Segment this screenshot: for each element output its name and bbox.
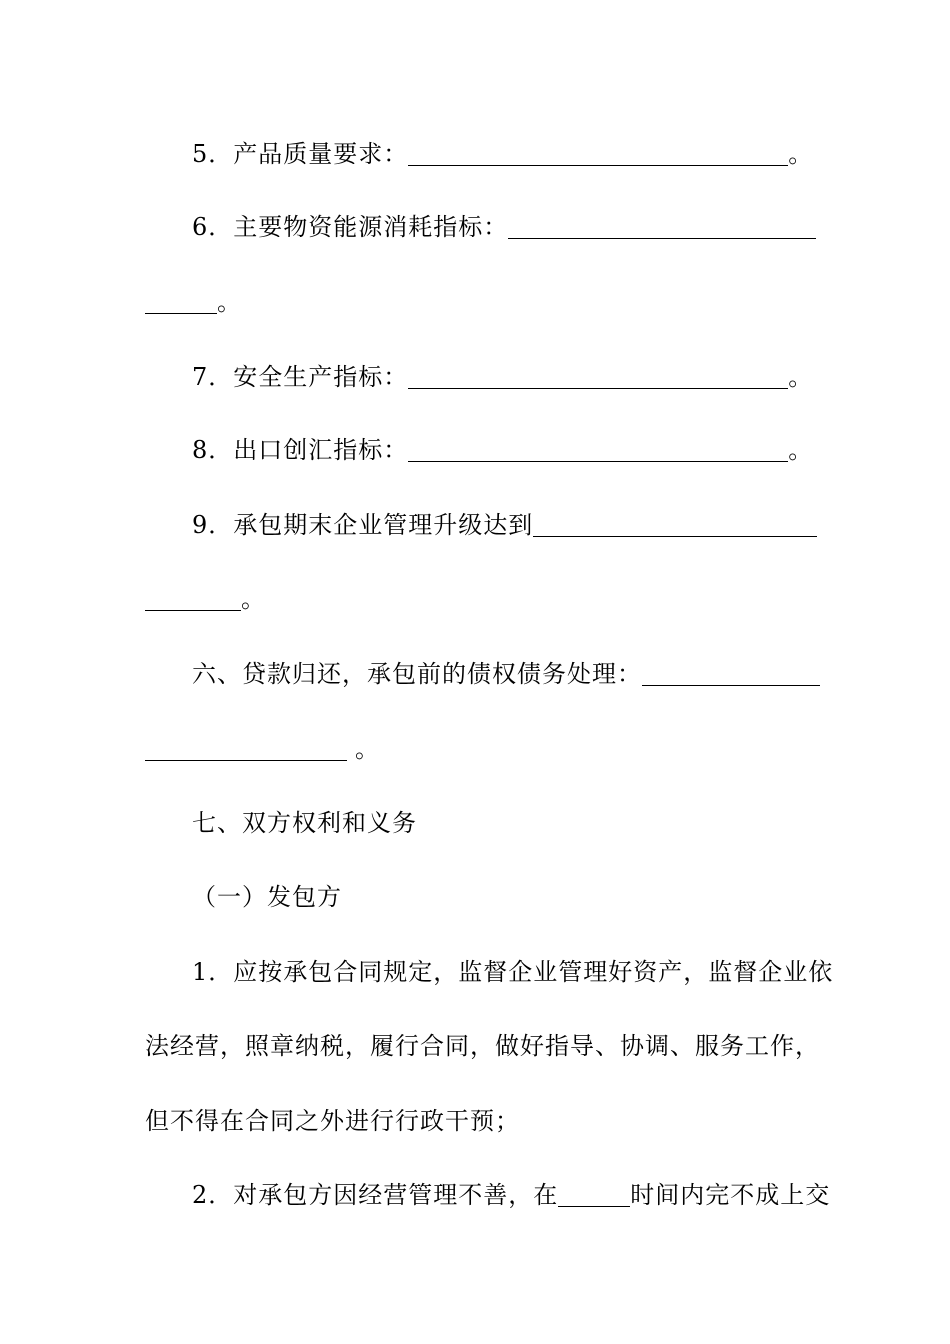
item-5-end: 。 bbox=[788, 140, 814, 168]
section-6 bbox=[192, 659, 820, 689]
fill-in-blank[interactable] bbox=[408, 439, 788, 462]
item-8-end: 。 bbox=[788, 436, 814, 464]
fill-in-blank[interactable] bbox=[145, 738, 347, 761]
para-2-line-1 bbox=[192, 1180, 830, 1210]
item-8-label: 8．出口创汇指标： bbox=[192, 436, 409, 464]
fill-in-blank[interactable] bbox=[558, 1184, 630, 1207]
fill-in-blank[interactable] bbox=[642, 663, 820, 686]
item-9 bbox=[192, 510, 817, 540]
item-5-label: 5．产品质量要求： bbox=[192, 140, 409, 168]
fill-in-blank[interactable] bbox=[508, 216, 816, 239]
item-7-label: 7．安全生产指标： bbox=[192, 363, 409, 391]
fill-in-blank[interactable] bbox=[408, 143, 788, 166]
item-8 bbox=[192, 435, 813, 465]
section-6-end: 。 bbox=[355, 735, 380, 763]
subsection-1-heading: （一）发包方 bbox=[192, 883, 342, 911]
item-6-end: 。 bbox=[217, 288, 242, 316]
fill-in-blank[interactable] bbox=[533, 514, 817, 537]
item-9-continuation bbox=[145, 584, 266, 614]
fill-in-blank[interactable] bbox=[145, 291, 217, 314]
section-6-continuation bbox=[145, 734, 380, 764]
item-7 bbox=[192, 362, 813, 392]
fill-in-blank[interactable] bbox=[145, 588, 241, 611]
item-5 bbox=[192, 139, 813, 169]
section-7-heading: 七、双方权利和义务 bbox=[192, 809, 417, 837]
item-6-continuation bbox=[145, 287, 242, 317]
para-2-before: 2．对承包方因经营管理不善，在 bbox=[192, 1181, 559, 1209]
para-1-line-1: 1．应按承包合同规定，监督企业管理好资产，监督企业依 bbox=[192, 958, 834, 986]
item-6-label: 6．主要物资能源消耗指标： bbox=[192, 213, 509, 241]
item-6 bbox=[192, 212, 816, 242]
para-2-after: 时间内完不成上交 bbox=[630, 1181, 831, 1209]
para-1-line-2: 法经营，照章纳税，履行合同，做好指导、协调、服务工作， bbox=[145, 1032, 820, 1060]
item-9-label: 9．承包期末企业管理升级达到 bbox=[192, 511, 534, 539]
para-1-line-3: 但不得在合同之外进行行政干预； bbox=[145, 1107, 520, 1135]
section-6-label: 六、贷款归还，承包前的债权债务处理： bbox=[192, 660, 642, 688]
item-9-end: 。 bbox=[241, 585, 266, 613]
fill-in-blank[interactable] bbox=[408, 366, 788, 389]
item-7-end: 。 bbox=[788, 363, 814, 391]
